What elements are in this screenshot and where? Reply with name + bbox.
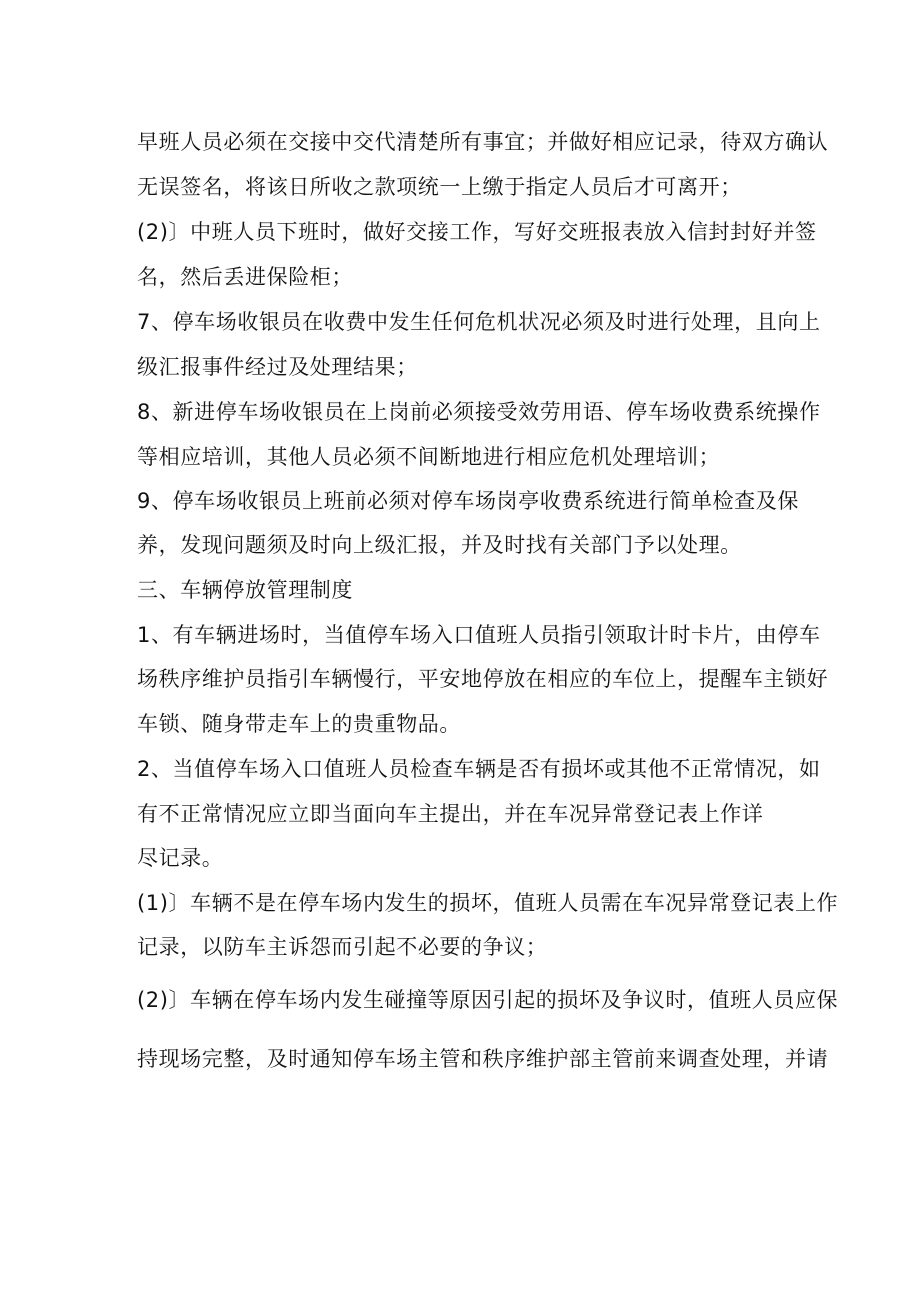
paragraph-line: 等相应培训，其他人员必须不间断地进行相应危机处理培训； [137, 445, 721, 469]
paragraph-line: 场秩序维护员指引车辆慢行，平安地停放在相应的车位上，提醒车主锁好 [137, 667, 829, 691]
paragraph-line: 持现场完整，及时通知停车场主管和秩序维护部主管前来调查处理，并请 [137, 1047, 829, 1071]
paragraph-line: 名，然后丢进保险柜； [137, 265, 353, 289]
paragraph-line: 级汇报事件经过及处理结果； [137, 355, 418, 379]
paragraph-line: (2)〕车辆在停车场内发生碰撞等原因引起的损坏及争议时，值班人员应保 [137, 988, 839, 1012]
paragraph-line: 有不正常情况应立即当面向车主提出，并在车况异常登记表上作详 [137, 802, 764, 826]
paragraph-line: 尽记录。 [137, 846, 224, 870]
paragraph-line: (1)〕车辆不是在停车场内发生的损坏，值班人员需在车况异常登记表上作 [137, 891, 839, 915]
paragraph-line: 养，发现问题须及时向上级汇报，并及时找有关部门予以处理。 [137, 533, 742, 557]
paragraph-line: 1、有车辆进场时，当值停车场入口值班人员指引领取计时卡片，由停车 [137, 623, 821, 647]
paragraph-line: 9、停车场收银员上班前必须对停车场岗亭收费系统进行简单检查及保 [137, 489, 799, 513]
section-heading: 三、车辆停放管理制度 [137, 578, 353, 602]
paragraph-line: 7、停车场收银员在收费中发生任何危机状况必须及时进行处理，且向上 [137, 310, 821, 334]
paragraph-line: 8、新进停车场收银员在上岗前必须接受效劳用语、停车场收费系统操作 [137, 400, 821, 424]
paragraph-line: 2、当值停车场入口值班人员检查车辆是否有损坏或其他不正常情况，如 [137, 757, 821, 781]
paragraph-line: 记录，以防车主诉怨而引起不必要的争议； [137, 935, 548, 959]
paragraph-line: (2)〕中班人员下班时，做好交接工作，写好交班报表放入信封封好并签 [137, 220, 817, 244]
paragraph-line: 早班人员必须在交接中交代清楚所有事宜；并做好相应记录，待双方确认 [137, 130, 829, 154]
paragraph-line: 车锁、随身带走车上的贵重物品。 [137, 712, 461, 736]
paragraph-line: 无误签名，将该日所收之款项统一上缴于指定人员后才可离开； [137, 175, 742, 199]
